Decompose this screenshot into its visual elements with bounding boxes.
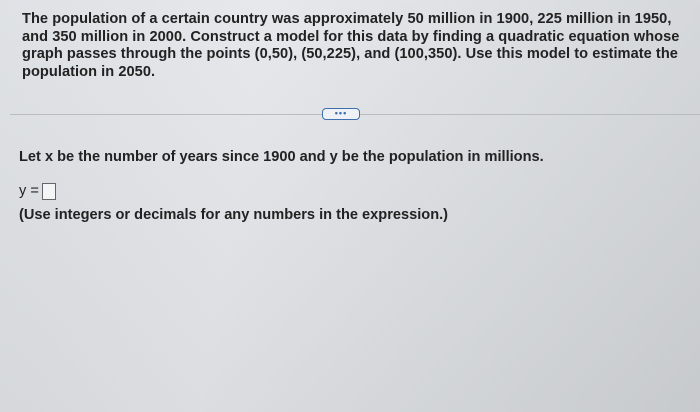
question-text: The population of a certain country was approximately 50 million in 1900, 225 million in 1950, and 350 million in 2000. Construct a model for this data by finding a quadratic equation whose graph passes through the points (0,50), (50,225), and (100,350). Use this model to estimate the population in 2050. xyxy=(22,11,680,80)
answer-label: y = xyxy=(19,183,39,199)
answer-input[interactable] xyxy=(42,183,56,200)
hint-text: (Use integers or decimals for any numbers in the expression.) xyxy=(19,207,449,223)
instruction-text: Let x be the number of years since 1900 and y be the population in millions. xyxy=(19,149,544,165)
expand-more-button[interactable]: ••• xyxy=(322,108,360,120)
answer-row xyxy=(19,180,56,202)
